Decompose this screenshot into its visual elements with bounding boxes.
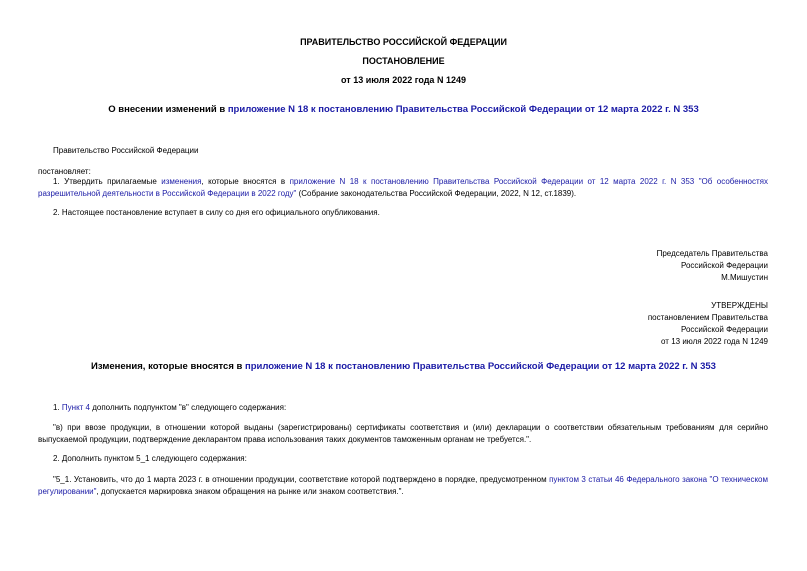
appendix-18-link[interactable]: приложение N 18 к постановлению Правительства Российской Федерации от 12 марта 2022 г. N 353 "Об особенностях разрешительной деятельности в Российской Федерации в 2022 году" [38,177,768,198]
approved-block [648,300,768,348]
approved-date: от 13 июля 2022 года N 1249 [661,337,768,346]
document-title-link[interactable]: приложение N 18 к постановлению Правительства Российской Федерации от 12 марта 2022 г. N 353 [227,104,699,115]
approved-label: УТВЕРЖДЕНЫ [711,301,768,310]
signature-title: Председатель Правительства [656,249,768,258]
paragraph-1-middle: , которые вносятся в [201,177,290,186]
change-2: 2. Дополнить пунктом 5_1 следующего содержания: [53,454,247,463]
signature-block [657,248,768,284]
signature-country: Российской Федерации [681,261,768,270]
change-1-number: 1. [53,403,62,412]
changes-title-link[interactable]: приложение N 18 к постановлению Правительства Российской Федерации от 12 марта 2022 г. N 353 [245,361,716,372]
approved-country: Российской Федерации [681,325,768,334]
issuer-text: Правительство Российской Федерации [53,146,199,155]
government-heading: ПРАВИТЕЛЬСТВО РОССИЙСКОЙ ФЕДЕРАЦИИ [300,37,507,47]
document-type: ПОСТАНОВЛЕНИЕ [362,56,445,66]
changes-link[interactable]: изменения [161,177,202,186]
change-2-quote-end: , допускается маркировка знаком обращения на рынке или знаком соответствия.". [96,487,404,496]
change-2-quote-start: "5_1. Установить, что до 1 марта 2023 г. в отношении продукции, соответствие которой подтверждено в порядке, предусмотренном [53,475,550,484]
change-2-quote [38,474,768,498]
changes-title-prefix: Изменения, которые вносятся в [91,361,245,372]
decrees-text: постановляет: [38,167,91,176]
paragraph-1-start: 1. Утвердить прилагаемые [53,177,162,186]
paragraph-1 [38,176,768,200]
document-date-number: от 13 июля 2022 года N 1249 [341,75,466,85]
document-title-prefix: О внесении изменений в [108,104,228,115]
approved-by: постановлением Правительства [647,313,768,322]
changes-title [0,361,807,373]
signature-name: М.Мишустин [721,273,768,282]
paragraph-2: 2. Настоящее постановление вступает в силу со дня его официального опубликования. [53,208,380,217]
change-1-quote: "в) при ввозе продукции, в отношении которой выданы (зарегистрированы) сертификаты соответствия и (или) декларации о соответствии обязательным требованиям для серийно выпускаемой продукции, подтверждение декларантом права использования таких документов таможенным органам не требуется.". [38,423,768,444]
federal-law-link[interactable]: пунктом 3 статьи 46 Федерального закона "О техническом регулировании" [38,475,768,496]
change-1 [38,402,768,414]
document-title [0,104,807,116]
paragraph-1-end: (Собрание законодательства Российской Федерации, 2022, N 12, ст.1839). [296,189,577,198]
point-4-link[interactable]: Пункт 4 [61,403,90,412]
change-1-text: дополнить подпунктом "в" следующего содержания: [90,403,287,412]
